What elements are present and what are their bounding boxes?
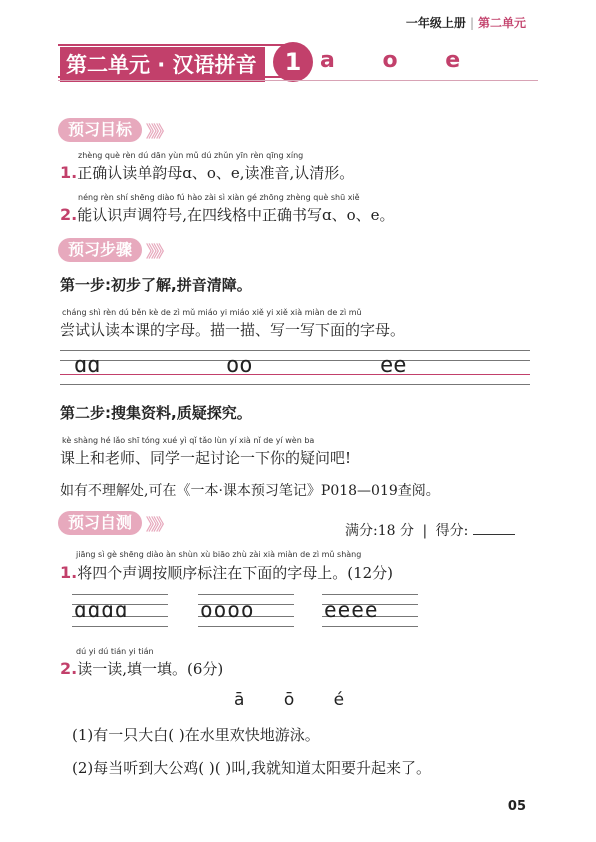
question-1 xyxy=(60,562,393,583)
lesson-letters: a o e xyxy=(320,48,481,73)
grid-line xyxy=(198,594,294,595)
option-a: ā xyxy=(234,690,245,710)
grade-label: 一年级上册 xyxy=(405,16,466,30)
page-header xyxy=(406,14,526,31)
step-2-title: 第二步:搜集资料,质疑探究。 xyxy=(60,404,252,422)
goal-2-number: 2. xyxy=(60,205,78,224)
fill-item-2[interactable]: (2)每当听到大公鸡( )( )叫,我就知道太阳要升起来了。 xyxy=(72,759,431,777)
step-1-title: 第一步:初步了解,拼音清障。 xyxy=(60,276,252,294)
goal-1-number: 1. xyxy=(60,163,78,182)
trace-letters-a: ɑɑ xyxy=(74,353,101,378)
q1-text: 将四个声调按顺序标注在下面的字母上。(12分) xyxy=(77,564,394,582)
score-box xyxy=(345,520,515,540)
goal-2-pinyin: néng rèn shí shēng diào fú hào zài sì xiàn gé zhōng zhèng què shū xiě xyxy=(78,193,360,202)
section-goals xyxy=(58,118,169,142)
option-e: é xyxy=(333,690,345,710)
goal-2-text: 能认识声调符号,在四线格中正确书写ɑ、o、e。 xyxy=(77,206,395,224)
tone-grid-a[interactable] xyxy=(72,594,168,626)
grid-line xyxy=(60,350,530,351)
q2-number: 2. xyxy=(60,659,78,678)
goal-1-pinyin: zhèng què rèn dú dān yùn mǔ dú zhǔn yīn rèn qīng xíng xyxy=(78,151,304,160)
unit-title: 第二单元 · 汉语拼音 xyxy=(60,47,265,82)
grid-line xyxy=(60,360,530,361)
goal-1 xyxy=(60,162,354,183)
q1-number: 1. xyxy=(60,563,78,582)
tone-letters-o: oooo xyxy=(200,598,255,622)
grid-line xyxy=(72,626,168,627)
goal-2 xyxy=(60,204,395,225)
step-2-pinyin: kè shàng hé lǎo shī tóng xué yì qǐ tǎo lùn yí xià nǐ de yí wèn ba xyxy=(62,436,315,445)
section-goals-label: 预习目标 xyxy=(58,118,142,142)
tone-letters-a: ɑɑɑɑ xyxy=(74,598,129,622)
option-o: ō xyxy=(283,690,295,710)
grid-line xyxy=(322,626,418,627)
fill-item-1[interactable]: (1)有一只大白( )在水里欢快地游泳。 xyxy=(72,726,320,744)
q2-pinyin: dú yi dú tián yi tián xyxy=(76,647,154,656)
section-arrows: 》》》 xyxy=(146,121,170,141)
tone-grid-e[interactable] xyxy=(322,594,418,626)
score-label: 得分: xyxy=(435,523,469,539)
lesson-number-badge: 1 xyxy=(273,42,313,82)
lesson-title-block xyxy=(58,44,548,88)
unit-label: 第二单元 xyxy=(477,16,526,30)
section-test xyxy=(58,511,169,535)
score-separator: | xyxy=(422,523,428,539)
section-steps-label: 预习步骤 xyxy=(58,238,142,262)
section-test-label: 预习自测 xyxy=(58,511,142,535)
step-2-text: 课上和老师、同学一起讨论一下你的疑问吧! xyxy=(60,449,352,467)
grid-line xyxy=(322,594,418,595)
tone-grid-o[interactable] xyxy=(198,594,294,626)
grid-line xyxy=(198,626,294,627)
q1-pinyin: jiāng sì gè shēng diào àn shùn xù biāo zhù zài xià miàn de zì mǔ shàng xyxy=(76,550,362,559)
score-blank[interactable] xyxy=(473,534,515,535)
tone-options xyxy=(234,690,344,710)
goal-1-text: 正确认读单韵母ɑ、o、e,读准音,认清形。 xyxy=(77,164,355,182)
section-arrows: 》》》 xyxy=(146,241,170,261)
grid-line xyxy=(60,384,530,385)
tone-letters-e: eeee xyxy=(324,598,379,622)
section-steps xyxy=(58,238,169,262)
q2-text: 读一读,填一填。(6分) xyxy=(77,660,224,678)
reference-note: 如有不理解处,可在《一本·课本预习笔记》P018—019查阅。 xyxy=(60,483,440,499)
question-2 xyxy=(60,658,223,679)
full-score: 满分:18 分 xyxy=(345,523,414,539)
grid-baseline xyxy=(60,374,530,375)
four-line-grid[interactable] xyxy=(60,350,530,386)
page-number: 05 xyxy=(507,799,526,814)
trace-letters-o: oo xyxy=(226,353,253,378)
title-divider xyxy=(58,80,538,81)
header-separator: | xyxy=(469,16,474,30)
step-1-text: 尝试认读本课的字母。描一描、写一写下面的字母。 xyxy=(60,321,406,339)
step-1-pinyin: cháng shì rèn dú běn kè de zì mǔ miáo yi miáo xiě yi xiě xià miàn de zì mǔ xyxy=(62,308,362,317)
grid-line xyxy=(72,594,168,595)
section-arrows: 》》》 xyxy=(146,514,170,534)
trace-letters-e: ee xyxy=(380,353,407,378)
